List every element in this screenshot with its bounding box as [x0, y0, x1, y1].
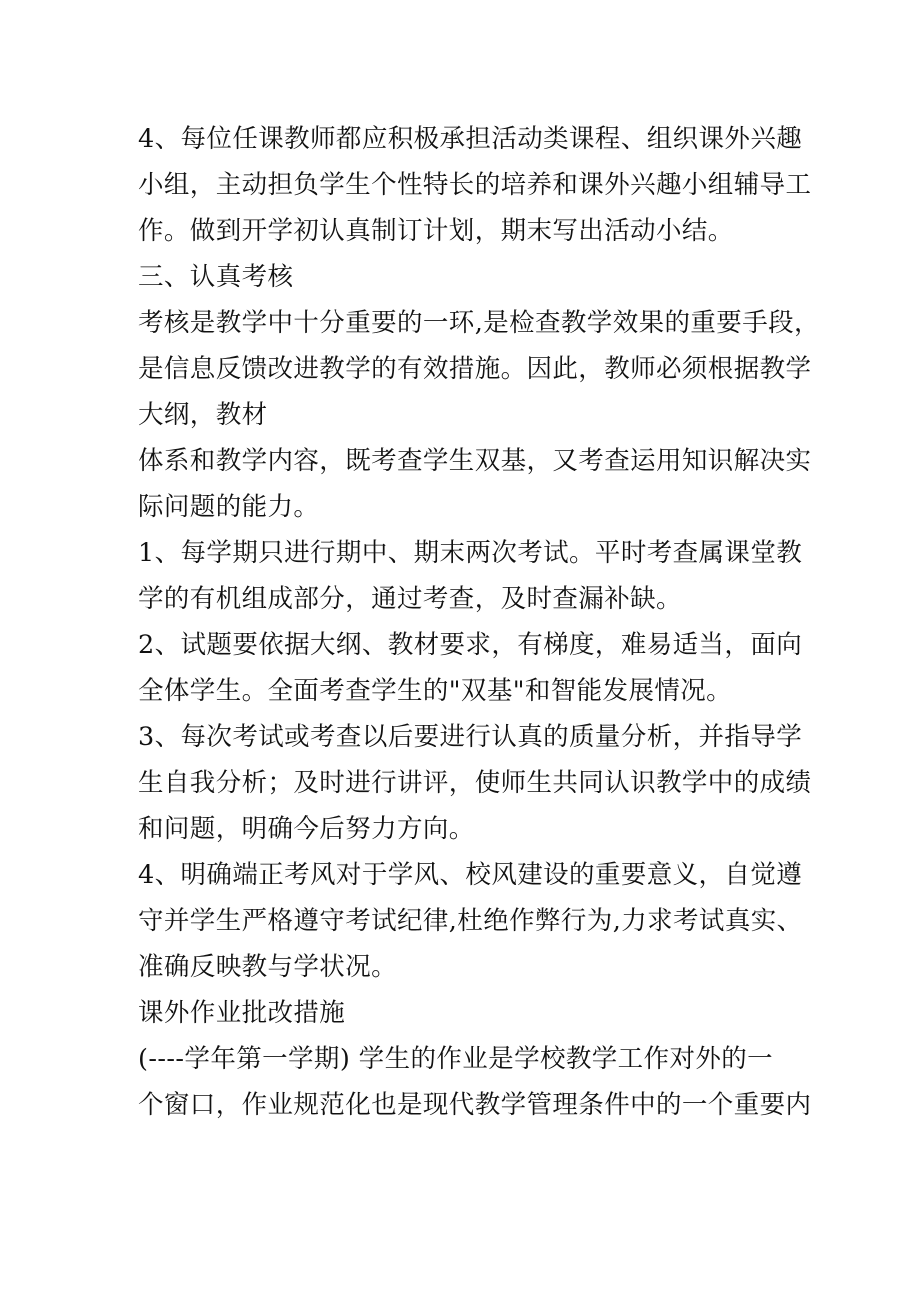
- text-line-10: 1、每学期只进行期中、期末两次考试。平时考查属课堂教: [138, 538, 803, 568]
- text-line-21: (----学年第一学期) 学生的作业是学校教学工作对外的一: [138, 1044, 774, 1074]
- text-line-11: 学的有机组成部分，通过考查，及时查漏补缺。: [138, 584, 682, 614]
- text-line-13: 全体学生。全面考查学生的"双基"和智能发展情况。: [138, 676, 733, 706]
- section-heading: 三、认真考核: [138, 262, 294, 292]
- text-line-22: 个窗口，作业规范化也是现代教学管理条件中的一个重要内: [138, 1090, 812, 1120]
- text-line-18: 守并学生严格遵守考试纪律,杜绝作弊行为,力求考试真实、: [138, 906, 803, 936]
- text-line-8: 体系和教学内容，既考查学生双基，又考查运用知识解决实: [138, 446, 812, 476]
- text-line-19: 准确反映教与学状况。: [138, 952, 398, 982]
- text-line-17: 4、明确端正考风对于学风、校风建设的重要意义，自觉遵: [138, 860, 803, 890]
- section-title: 课外作业批改措施: [138, 998, 346, 1028]
- text-line-6: 是信息反馈改进教学的有效措施。因此，教师必须根据教学: [138, 354, 812, 384]
- text-line-16: 和问题，明确今后努力方向。: [138, 814, 475, 844]
- text-line-15: 生自我分析；及时进行讲评，使师生共同认识教学中的成绩: [138, 768, 812, 798]
- text-line-12: 2、试题要依据大纲、教材要求，有梯度，难易适当，面向: [138, 630, 803, 660]
- text-line-1: 4、每位任课教师都应积极承担活动类课程、组织课外兴趣: [138, 124, 803, 154]
- text-line-3: 作。做到开学初认真制订计划，期末写出活动小结。: [138, 216, 734, 246]
- text-line-2: 小组，主动担负学生个性特长的培养和课外兴趣小组辅导工: [138, 170, 812, 200]
- document-body: [138, 116, 820, 1128]
- text-line-14: 3、每次考试或考查以后要进行认真的质量分析，并指导学: [138, 722, 803, 752]
- text-line-5: 考核是教学中十分重要的一环,是检查教学效果的重要手段，: [138, 308, 820, 338]
- text-line-9: 际问题的能力。: [138, 492, 320, 522]
- text-line-7: 大纲，教材: [138, 400, 268, 430]
